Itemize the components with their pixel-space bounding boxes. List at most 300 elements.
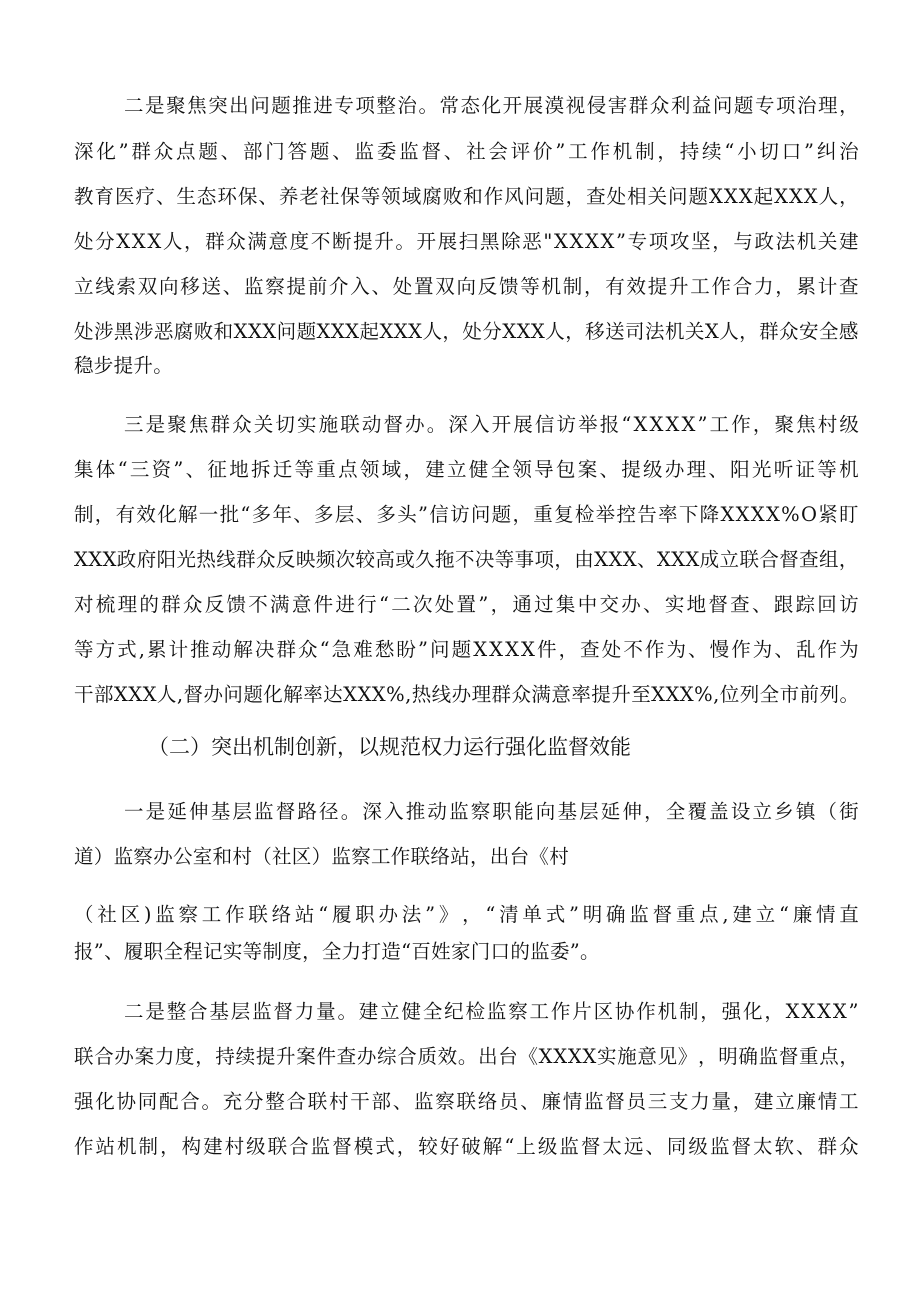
glyph: 升 bbox=[374, 230, 394, 253]
glyph: 作 bbox=[731, 413, 751, 436]
glyph: ， bbox=[183, 230, 204, 253]
glyph: 举 bbox=[578, 413, 598, 436]
glyph: X bbox=[538, 1045, 553, 1068]
glyph: 级 bbox=[839, 413, 859, 436]
glyph: 阳 bbox=[156, 548, 177, 571]
glyph: 深 bbox=[448, 413, 468, 436]
glyph: 项 bbox=[775, 94, 796, 117]
glyph: 效 bbox=[437, 1045, 458, 1068]
glyph: 、 bbox=[220, 140, 241, 163]
glyph: X bbox=[521, 638, 535, 661]
glyph: 乱 bbox=[795, 638, 816, 661]
glyph: 线 bbox=[95, 275, 115, 298]
glyph: ， bbox=[94, 503, 115, 526]
glyph: X bbox=[393, 320, 408, 343]
glyph: 老 bbox=[299, 185, 319, 208]
glyph: 覆 bbox=[687, 800, 707, 823]
glyph: 治 bbox=[397, 94, 417, 117]
glyph: 达 bbox=[323, 683, 343, 706]
glyph: 等 bbox=[74, 638, 94, 661]
glyph: 动 bbox=[361, 413, 382, 436]
glyph: 工 bbox=[690, 275, 710, 298]
glyph: 有 bbox=[605, 275, 625, 298]
glyph: 整 bbox=[376, 94, 396, 117]
glyph: 群 bbox=[210, 413, 231, 436]
glyph: 问 bbox=[223, 683, 243, 706]
glyph: 式 bbox=[545, 903, 566, 926]
glyph: ， bbox=[565, 185, 586, 208]
glyph: 问 bbox=[276, 320, 297, 343]
glyph: 力 bbox=[154, 1045, 175, 1068]
glyph: 化 bbox=[96, 140, 116, 163]
glyph: X bbox=[665, 683, 680, 706]
glyph: 题 bbox=[198, 140, 218, 163]
glyph: 机 bbox=[612, 140, 633, 163]
glyph: 率 bbox=[571, 683, 591, 706]
glyph: X bbox=[817, 1000, 831, 1023]
glyph: 施 bbox=[617, 1045, 637, 1068]
glyph: 为 bbox=[752, 638, 773, 661]
glyph: 实 bbox=[297, 413, 317, 436]
glyph: 聚 bbox=[166, 94, 186, 117]
glyph: 是 bbox=[145, 800, 166, 823]
glyph: 合 bbox=[180, 1090, 200, 1113]
glyph: X bbox=[585, 230, 599, 253]
glyph: 累 bbox=[796, 275, 817, 298]
glyph: 访 bbox=[450, 503, 470, 526]
glyph: ， bbox=[554, 548, 574, 571]
glyph: 解 bbox=[482, 1135, 503, 1158]
glyph: 领 bbox=[512, 458, 532, 481]
glyph: 和 bbox=[463, 185, 483, 208]
glyph: 事 bbox=[514, 548, 535, 571]
glyph: 双 bbox=[435, 275, 455, 298]
glyph: % bbox=[694, 683, 713, 706]
glyph: 监 bbox=[559, 1135, 579, 1158]
glyph: 群 bbox=[276, 638, 296, 661]
glyph: 问 bbox=[250, 94, 270, 117]
glyph: , bbox=[722, 903, 729, 926]
text-line bbox=[74, 903, 859, 927]
glyph: 群 bbox=[205, 230, 225, 253]
glyph: 拆 bbox=[250, 458, 271, 481]
glyph: 众 bbox=[649, 94, 670, 117]
glyph: 头 bbox=[397, 503, 417, 526]
glyph: 合 bbox=[188, 1000, 208, 1023]
glyph: ， bbox=[752, 413, 773, 436]
glyph: 效 bbox=[626, 275, 647, 298]
text-line bbox=[124, 800, 859, 824]
glyph: X bbox=[671, 548, 686, 571]
glyph: 合 bbox=[397, 1045, 417, 1068]
glyph: 查 bbox=[586, 185, 606, 208]
text-line bbox=[74, 548, 859, 572]
glyph: 监 bbox=[629, 903, 649, 926]
glyph: X bbox=[233, 320, 248, 343]
glyph: ， bbox=[396, 1135, 417, 1158]
glyph: 。 bbox=[426, 413, 447, 436]
glyph: 伸 bbox=[189, 800, 209, 823]
glyph: 制 bbox=[678, 1000, 699, 1023]
glyph: 明 bbox=[582, 903, 603, 926]
glyph: 机 bbox=[839, 458, 859, 481]
glyph: 等 bbox=[520, 275, 540, 298]
glyph: 题 bbox=[309, 140, 330, 163]
glyph: 治 bbox=[839, 140, 859, 163]
glyph: 口 bbox=[781, 140, 802, 163]
glyph: 全 bbox=[759, 683, 780, 706]
glyph: 题 bbox=[243, 683, 263, 706]
glyph: 化 bbox=[481, 94, 502, 117]
glyph: 解 bbox=[233, 638, 253, 661]
glyph: 群 bbox=[131, 140, 151, 163]
glyph: 支 bbox=[669, 1090, 689, 1113]
glyph: 监 bbox=[310, 1135, 331, 1158]
glyph: 败 bbox=[193, 320, 214, 343]
glyph: 阳 bbox=[730, 458, 750, 481]
text-line bbox=[124, 1000, 859, 1024]
glyph: 下 bbox=[678, 503, 699, 526]
glyph: 有 bbox=[115, 503, 136, 526]
glyph: 级 bbox=[246, 1135, 266, 1158]
glyph: 是 bbox=[145, 413, 166, 436]
glyph: 涉 bbox=[133, 320, 154, 343]
glyph: 监 bbox=[486, 1000, 507, 1023]
glyph: 式 bbox=[117, 638, 137, 661]
glyph: 联 bbox=[739, 548, 759, 571]
glyph: 题 bbox=[545, 185, 565, 208]
glyph: , bbox=[176, 683, 184, 706]
glyph: X bbox=[343, 683, 357, 706]
glyph: , bbox=[405, 683, 412, 706]
glyph: “ bbox=[319, 638, 330, 661]
glyph: 村 bbox=[224, 1135, 245, 1158]
glyph: 升 bbox=[276, 1045, 296, 1068]
glyph: 报 bbox=[599, 413, 620, 436]
glyph: 至 bbox=[631, 683, 651, 706]
glyph: X bbox=[247, 320, 262, 343]
glyph: 理 bbox=[686, 458, 707, 481]
text-line bbox=[74, 503, 859, 527]
glyph: X bbox=[649, 413, 664, 436]
glyph: 盯 bbox=[839, 503, 859, 526]
glyph: 二 bbox=[124, 1000, 144, 1023]
glyph: “ bbox=[724, 140, 735, 163]
glyph: X bbox=[801, 1000, 816, 1023]
glyph: ， bbox=[839, 185, 859, 208]
glyph: 腐 bbox=[422, 185, 442, 208]
glyph: 力 bbox=[294, 1000, 315, 1023]
glyph: 控 bbox=[616, 503, 636, 526]
glyph: 多 bbox=[251, 503, 272, 526]
glyph: 是 bbox=[145, 94, 165, 117]
glyph: 众 bbox=[153, 140, 174, 163]
glyph: 机 bbox=[796, 230, 817, 253]
glyph: 教 bbox=[74, 185, 94, 208]
glyph: 动 bbox=[211, 638, 232, 661]
glyph: 动 bbox=[427, 800, 447, 823]
glyph: 监 bbox=[709, 1135, 730, 1158]
glyph: 反 bbox=[477, 275, 498, 298]
glyph: 处 bbox=[606, 185, 627, 208]
glyph: X bbox=[473, 638, 488, 661]
text-line: 稳步提升。 bbox=[74, 354, 174, 377]
glyph: ， bbox=[712, 230, 732, 253]
glyph: ” bbox=[848, 1000, 859, 1023]
glyph: 、 bbox=[332, 140, 352, 163]
glyph: 众 bbox=[226, 230, 246, 253]
glyph: 问 bbox=[668, 185, 688, 208]
glyph: 映 bbox=[295, 548, 316, 571]
glyph: 建 bbox=[754, 1090, 774, 1113]
glyph: 解 bbox=[283, 683, 303, 706]
section-heading: （二）突出机制创新，以规范权力运行强化监督效能 bbox=[148, 735, 631, 759]
glyph: 方 bbox=[95, 638, 116, 661]
glyph: 级 bbox=[688, 1135, 708, 1158]
glyph: 、 bbox=[222, 275, 243, 298]
glyph: 相 bbox=[627, 185, 647, 208]
glyph: 医 bbox=[114, 185, 135, 208]
glyph: 督 bbox=[580, 1135, 601, 1158]
glyph: 出 bbox=[478, 1045, 498, 1068]
glyph: ， bbox=[195, 1045, 215, 1068]
glyph: 立 bbox=[719, 548, 740, 571]
text-line bbox=[74, 593, 859, 617]
glyph: 关 bbox=[817, 230, 838, 253]
glyph: ， bbox=[160, 1135, 180, 1158]
glyph: 等 bbox=[817, 458, 837, 481]
glyph: 作 bbox=[550, 1000, 571, 1023]
glyph: 察 bbox=[508, 1000, 528, 1023]
glyph: 重 bbox=[533, 503, 553, 526]
glyph: 扫 bbox=[458, 230, 479, 253]
glyph: 太 bbox=[602, 1135, 622, 1158]
glyph: 不 bbox=[248, 593, 268, 616]
glyph: 一 bbox=[124, 800, 144, 823]
glyph: X bbox=[262, 320, 277, 343]
glyph: 入 bbox=[350, 275, 370, 298]
text-line bbox=[74, 638, 859, 662]
glyph: 乡 bbox=[774, 800, 794, 823]
glyph: 纠 bbox=[816, 140, 837, 163]
glyph: 入 bbox=[384, 800, 404, 823]
glyph: 处 bbox=[74, 230, 94, 253]
glyph: ” bbox=[697, 413, 708, 436]
glyph: 案 bbox=[577, 458, 598, 481]
glyph: 合 bbox=[759, 548, 779, 571]
glyph: 次 bbox=[335, 548, 356, 571]
glyph: 监 bbox=[449, 800, 469, 823]
glyph: X bbox=[622, 548, 637, 571]
glyph: 化 bbox=[157, 503, 177, 526]
text-line: 道）监察办公室和村（社区）监察工作联络站，出台《村 bbox=[74, 845, 570, 868]
glyph: 置 bbox=[414, 275, 434, 298]
glyph: 联 bbox=[74, 1045, 94, 1068]
glyph: 重 bbox=[799, 1045, 819, 1068]
glyph: 组 bbox=[819, 548, 839, 571]
glyph: 向 bbox=[456, 275, 477, 298]
glyph: 化 bbox=[742, 1000, 763, 1023]
glyph: 建 bbox=[358, 1000, 379, 1023]
glyph: X bbox=[681, 413, 696, 436]
glyph: 利 bbox=[670, 94, 691, 117]
glyph: 办 bbox=[114, 1045, 134, 1068]
glyph: 群 bbox=[817, 1135, 838, 1158]
glyph: 人 bbox=[162, 230, 183, 253]
glyph: 价 bbox=[533, 140, 553, 163]
glyph: 级 bbox=[537, 1135, 558, 1158]
glyph: 、 bbox=[688, 638, 708, 661]
glyph: 全 bbox=[490, 458, 511, 481]
glyph: 领 bbox=[359, 458, 380, 481]
glyph: X bbox=[408, 320, 422, 343]
glyph: 立 bbox=[74, 275, 94, 298]
glyph: 社 bbox=[466, 140, 486, 163]
glyph: 点 bbox=[699, 903, 719, 926]
glyph: 升 bbox=[611, 683, 631, 706]
glyph: 三 bbox=[647, 1090, 668, 1113]
glyph: 率 bbox=[303, 683, 323, 706]
glyph: 进 bbox=[335, 593, 355, 616]
glyph: 盼 bbox=[396, 638, 416, 661]
glyph: 检 bbox=[465, 1000, 486, 1023]
glyph: 送 bbox=[605, 320, 625, 343]
glyph: ， bbox=[839, 1045, 859, 1068]
glyph: 延 bbox=[167, 800, 187, 823]
text-line bbox=[74, 1045, 859, 1069]
glyph: 群 bbox=[491, 683, 512, 706]
glyph: 慢 bbox=[709, 638, 730, 661]
glyph: 等 bbox=[494, 548, 515, 571]
glyph: ， bbox=[565, 320, 585, 343]
glyph: 光 bbox=[176, 548, 196, 571]
glyph: 题 bbox=[491, 503, 512, 526]
glyph: 态 bbox=[460, 94, 481, 117]
glyph: 回 bbox=[817, 593, 837, 616]
glyph: 项 bbox=[648, 230, 669, 253]
glyph: 焦 bbox=[188, 413, 209, 436]
glyph: X bbox=[142, 683, 157, 706]
glyph: 干 bbox=[350, 1090, 370, 1113]
glyph: 廉 bbox=[792, 903, 813, 926]
glyph: X bbox=[113, 683, 128, 706]
glyph: 迁 bbox=[272, 458, 293, 481]
glyph: 集 bbox=[74, 458, 94, 481]
glyph: 量 bbox=[316, 1000, 336, 1023]
glyph: 降 bbox=[699, 503, 720, 526]
glyph: 、 bbox=[258, 185, 278, 208]
glyph: 移 bbox=[585, 320, 605, 343]
glyph: 突 bbox=[208, 94, 228, 117]
glyph: 推 bbox=[190, 638, 210, 661]
glyph: 焦 bbox=[796, 413, 816, 436]
glyph: 制 bbox=[138, 1135, 159, 1158]
glyph: 多 bbox=[314, 503, 334, 526]
glyph: 索 bbox=[116, 275, 137, 298]
glyph: 双 bbox=[137, 275, 158, 298]
glyph: 督 bbox=[183, 683, 203, 706]
glyph: 作 bbox=[644, 638, 665, 661]
glyph: 提 bbox=[591, 683, 611, 706]
glyph: X bbox=[379, 320, 394, 343]
glyph: 计 bbox=[817, 275, 838, 298]
glyph: X bbox=[505, 638, 519, 661]
glyph: ， bbox=[775, 275, 795, 298]
glyph: 等 bbox=[294, 458, 315, 481]
glyph: 情 bbox=[815, 903, 836, 926]
glyph: 意 bbox=[291, 593, 312, 616]
glyph: 制 bbox=[74, 503, 94, 526]
glyph: 点 bbox=[176, 140, 196, 163]
glyph: 送 bbox=[201, 275, 222, 298]
glyph: 展 bbox=[513, 413, 533, 436]
glyph: 次 bbox=[412, 593, 433, 616]
glyph: 的 bbox=[139, 593, 159, 616]
glyph: 满 bbox=[270, 593, 290, 616]
glyph: 部 bbox=[242, 140, 263, 163]
glyph: 列 bbox=[739, 683, 760, 706]
glyph: 处 bbox=[392, 275, 413, 298]
glyph: 督 bbox=[332, 1135, 352, 1158]
glyph: 督 bbox=[778, 1045, 799, 1068]
glyph: 批 bbox=[219, 503, 240, 526]
text-line bbox=[74, 230, 859, 254]
glyph: 集 bbox=[555, 593, 576, 616]
text-line bbox=[124, 94, 859, 118]
text-line bbox=[74, 1090, 859, 1114]
glyph: X bbox=[651, 683, 666, 706]
glyph: 分 bbox=[482, 320, 502, 343]
glyph: 列 bbox=[819, 683, 840, 706]
glyph: 整 bbox=[265, 1090, 285, 1113]
glyph: 监 bbox=[414, 1090, 434, 1113]
glyph: 》 bbox=[677, 1045, 698, 1068]
glyph: 地 bbox=[686, 593, 707, 616]
glyph: X bbox=[704, 320, 719, 343]
glyph: 站 bbox=[294, 903, 315, 926]
glyph: 政 bbox=[754, 230, 774, 253]
glyph: X bbox=[788, 185, 803, 208]
glyph: 建 bbox=[203, 1135, 223, 1158]
glyph: 立 bbox=[775, 1090, 795, 1113]
glyph: 光 bbox=[751, 458, 772, 481]
glyph: （ bbox=[817, 800, 838, 823]
glyph: 专 bbox=[627, 230, 648, 253]
glyph: 设 bbox=[730, 800, 751, 823]
glyph: 机 bbox=[117, 1135, 137, 1158]
glyph: 强 bbox=[721, 1000, 742, 1023]
glyph: X bbox=[709, 185, 723, 208]
glyph: 联 bbox=[248, 903, 268, 926]
glyph: 多 bbox=[376, 503, 396, 526]
glyph: 监 bbox=[758, 1045, 779, 1068]
glyph: 提 bbox=[255, 1045, 276, 1068]
glyph: 二 bbox=[391, 593, 411, 616]
glyph: 问 bbox=[470, 503, 491, 526]
glyph: 提 bbox=[621, 458, 641, 481]
glyph: ， bbox=[462, 903, 482, 926]
glyph: （ bbox=[74, 903, 94, 926]
glyph: 合 bbox=[286, 1090, 307, 1113]
glyph: 基 bbox=[209, 1000, 229, 1023]
glyph: X bbox=[774, 185, 788, 208]
glyph: 工 bbox=[568, 140, 588, 163]
glyph: 案 bbox=[134, 1045, 155, 1068]
glyph: % bbox=[781, 503, 800, 526]
glyph: ， bbox=[657, 140, 677, 163]
glyph: 包 bbox=[555, 458, 576, 481]
glyph: 立 bbox=[447, 458, 467, 481]
